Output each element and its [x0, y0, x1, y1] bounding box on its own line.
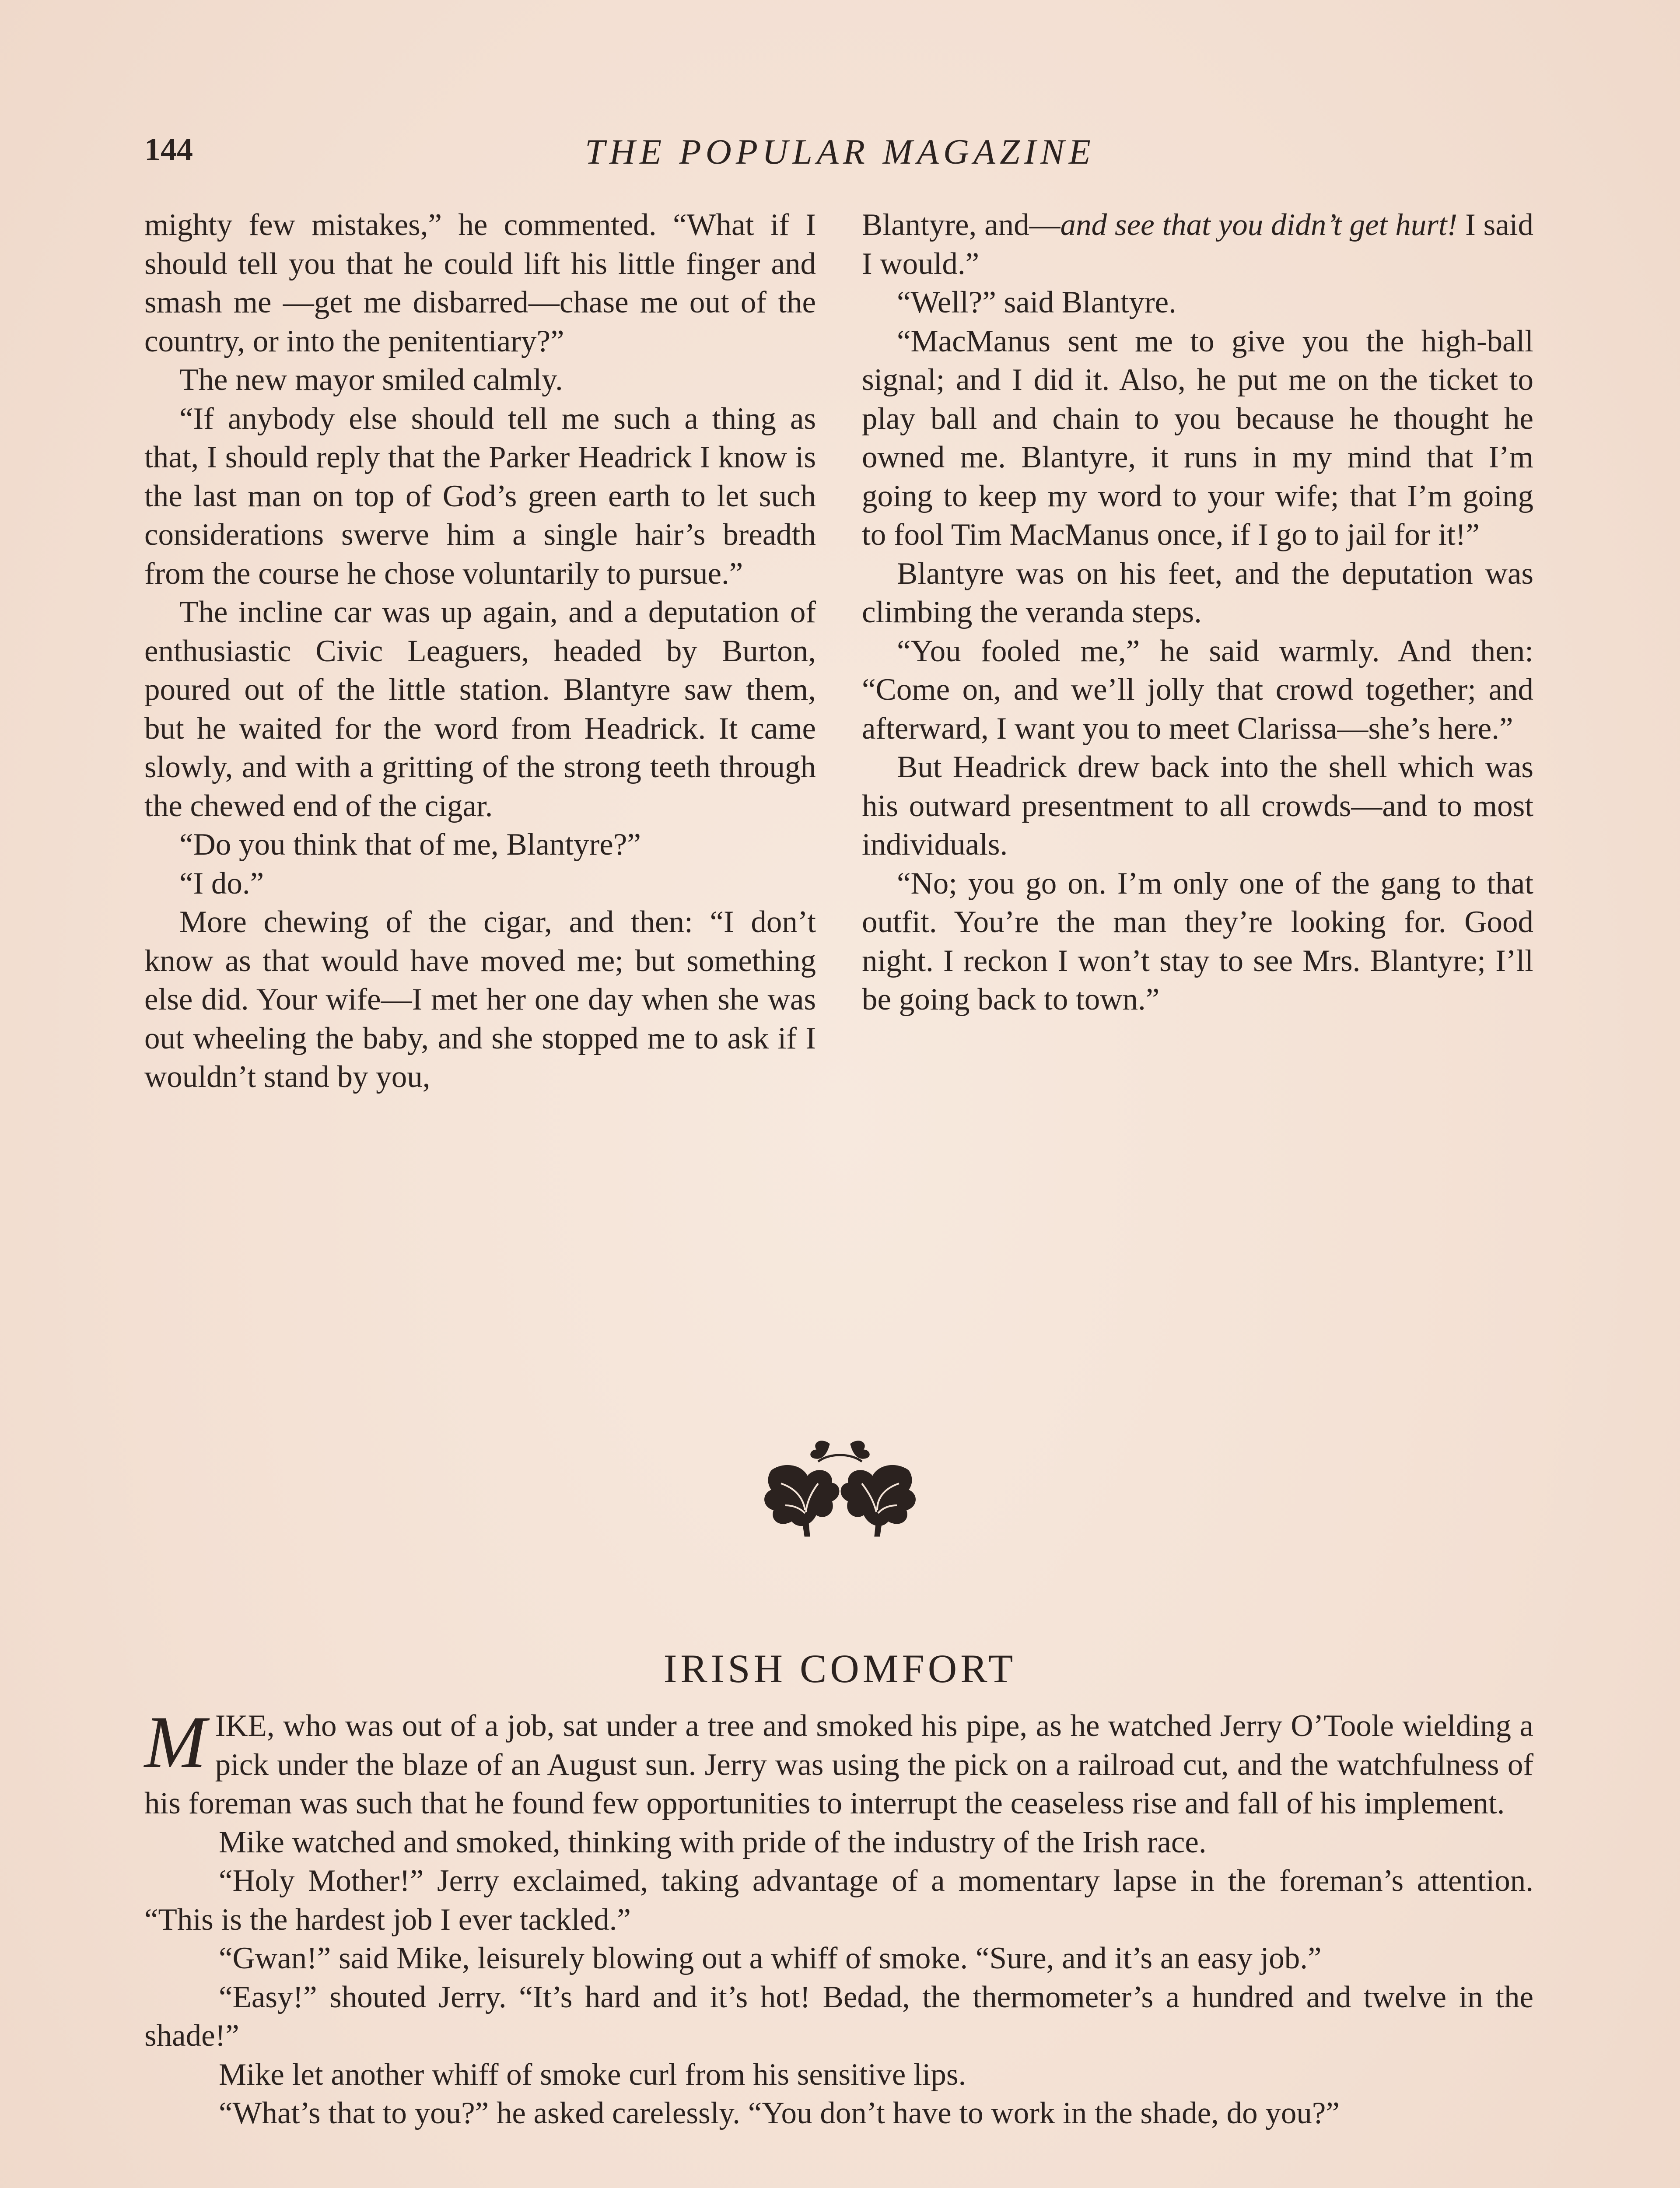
italic-text-run: and see that you didn’t get hurt!	[1060, 208, 1458, 242]
right-column	[862, 206, 1533, 1019]
paragraph: More chewing of the cigar, and then: “I don’t know as that would have moved me; but something else did. Your wife—I met her one day when she was out wheeling the baby, and she stopped me to ask if I wouldn’t stand by you,	[144, 905, 816, 1094]
paragraph: “No; you go on. I’m only one of the gang to that outfit. You’re the man they’re looking for. Good night. I reckon I won’t stay to see Mrs. Blantyre; I’ll be going back to town.”	[862, 866, 1533, 1017]
paragraph: “What’s that to you?” he asked carelessly. “You don’t have to work in the shade, do you?”	[219, 2096, 1340, 2130]
page-header	[144, 131, 1536, 184]
paragraph: Mike let another whiff of smoke curl from his sensitive lips.	[219, 2057, 966, 2092]
paragraph: The incline car was up again, and a deputation of enthusiastic Civic Leaguers, headed by Burton, poured out of the little station. Blantyre saw them, but he waited for the word from Headrick. It came slowly, and with a gritting of the strong teeth through the chewed end of the cigar.	[144, 595, 816, 823]
text-run: Blantyre, and—	[862, 208, 1060, 242]
paragraph: Mike watched and smoked, thinking with pride of the industry of the Irish race.	[219, 1825, 1207, 1859]
paragraph: “I do.”	[179, 866, 264, 901]
paragraph	[144, 1701, 1533, 1823]
paragraph: “Holy Mother!” Jerry exclaimed, taking advantage of a momentary lapse in the foreman’s attention. “This is the hardest job I ever tackled.”	[144, 1864, 1533, 1937]
paragraph: “MacManus sent me to give you the high-ball signal; and I did it. Also, he put me on the ticket to play ball and chain to you because he thought he owned me. Blantyre, it runs in my mind that I’m going to keep my word to your wife; that I’m going to fool Tim MacManus once, if I go to jail for it!”	[862, 324, 1533, 552]
page-number: 144	[144, 132, 193, 168]
paragraph: But Headrick drew back into the shell which was his outward presentment to all crowds—and to most individuals.	[862, 750, 1533, 862]
text-run: IKE, who was out of a job, sat under a tree and smoked his pipe, as he watched Jerry O’Toole wielding a pick under the blaze of an August sun. Jerry was using the pick on a railroad cut, and the watchfulness of his foreman was such that he found few opportunities to interrupt the ceaseless rise and fall of his implement.	[144, 1709, 1533, 1820]
paragraph: “Gwan!” said Mike, leisurely blowing out a whiff of smoke. “Sure, and it’s an easy job.”	[219, 1941, 1322, 1975]
text-run: I said I would.”	[862, 208, 1533, 281]
paragraph: mighty few mistakes,” he commented. “What if I should tell you that he could lift his little finger and smash me —get me disbarred—chase me out of the country, or into the penitentiary?”	[144, 208, 816, 358]
paragraph: “If anybody else should tell me such a thing as that, I should reply that the Parker Headrick I know is the last man on top of God’s green earth to let such considerations swerve him a single hair’s breadth from the course he chose voluntarily to pursue.”	[144, 401, 816, 591]
paragraph: Blantyre was on his feet, and the deputation was climbing the veranda steps.	[862, 556, 1533, 629]
left-column	[144, 206, 816, 1097]
paragraph: “Well?” said Blantyre.	[897, 285, 1176, 319]
paragraph: “Easy!” shouted Jerry. “It’s hard and it’s hot! Bedad, the thermometer’s a hundred and twelve in the shade!”	[144, 1980, 1533, 2053]
paragraph: “Do you think that of me, Blantyre?”	[179, 828, 641, 862]
ornament-graphic	[746, 1435, 934, 1540]
paragraph	[862, 206, 1533, 283]
running-head: THE POPULAR MAGAZINE	[585, 132, 1095, 172]
drop-cap: M	[144, 1701, 206, 1783]
story-title: IRISH COMFORT	[663, 1646, 1017, 1691]
paragraph: “You fooled me,” he said warmly. And then: “Come on, and we’ll jolly that crowd together; and afterward, I want you to meet Clarissa—she’s here.”	[862, 634, 1533, 746]
ivy-leaf-ornament-icon	[746, 1435, 934, 1540]
paragraph: The new mayor smiled calmly.	[179, 363, 563, 397]
story-body	[144, 1701, 1533, 2133]
